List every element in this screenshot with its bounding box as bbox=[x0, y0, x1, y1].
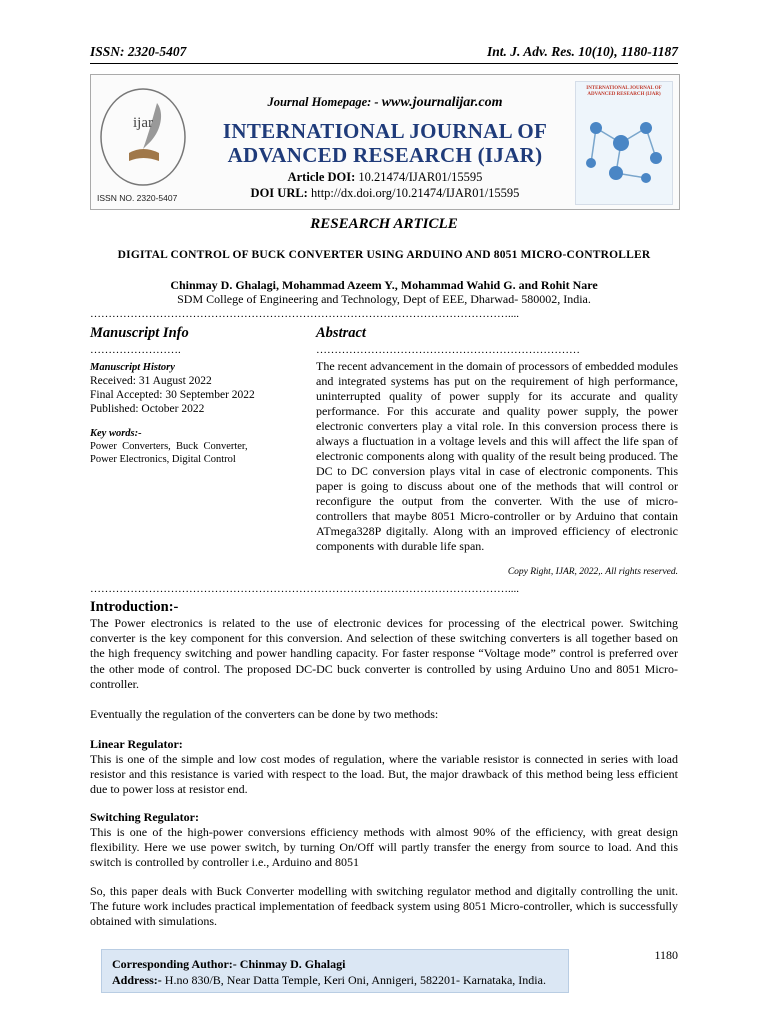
linear-regulator-text: This is one of the simple and low cost modes of regulation, where the variable resistor is connected in series with load resistor and this resistance is varied with respect to the load. But, the major drawback of this method being less efficient due to power loss at resistor end. bbox=[90, 752, 678, 797]
doi-value: 10.21474/IJAR01/15595 bbox=[358, 170, 483, 184]
header-rule bbox=[90, 63, 678, 64]
page-number: 1180 bbox=[654, 948, 678, 962]
accepted-date: Final Accepted: 30 September 2022 bbox=[90, 389, 255, 401]
homepage-label: Journal Homepage: - bbox=[267, 95, 379, 109]
article-affiliation: SDM College of Engineering and Technology, Dept of EEE, Dharwad- 580002, India. bbox=[177, 292, 591, 306]
intro-heading: Introduction:- bbox=[90, 599, 179, 615]
history-label: Manuscript History bbox=[90, 362, 175, 373]
copyright-note: Copy Right, IJAR, 2022,. All rights reserved. bbox=[507, 567, 678, 577]
doi-label: Article DOI: bbox=[287, 170, 356, 184]
citation-header: Int. J. Adv. Res. 10(10), 1180-1187 bbox=[486, 44, 678, 59]
abstract-heading: Abstract bbox=[316, 325, 366, 341]
doi-url-label: DOI URL: bbox=[250, 186, 308, 200]
article-authors: Chinmay D. Ghalagi, Mohammad Azeem Y., Mohammad Wahid G. and Rohit Nare bbox=[170, 278, 598, 292]
cover-title: INTERNATIONAL JOURNAL OF ADVANCED RESEARCH (IJAR) bbox=[586, 86, 662, 97]
separator-right: ……………………………………………………………… bbox=[316, 344, 580, 356]
intro-paragraph-1: The Power electronics is related to the use of electronic devices for processing of the electrical power. Switching converter is the key component for this conversion. And selection of these switching converters is all together based on the high frequency switching and power handling capacity. For faster response “Voltage mode” control is preferred over the other mode of control. The proposed DC-DC buck converter is controlled by using Arduino Uno and 8051 Micro-controller. bbox=[90, 616, 678, 691]
keywords-label: Key words:- bbox=[90, 428, 142, 439]
journal-cover-image bbox=[575, 81, 673, 205]
separator-top: …………………………………………………………………………………………………….... bbox=[90, 308, 519, 320]
logo-issn: ISSN NO. 2320-5407 bbox=[97, 193, 178, 203]
address-value: H.no 830/B, Near Datta Temple, Keri Oni, Annigeri, 582201- Karnataka, India. bbox=[164, 973, 546, 987]
doi-url-link[interactable]: http://dx.doi.org/10.21474/IJAR01/15595 bbox=[310, 186, 520, 200]
homepage-url[interactable]: www.journalijar.com bbox=[381, 95, 503, 110]
manuscript-info-heading: Manuscript Info bbox=[90, 325, 189, 341]
manuscript-history bbox=[90, 361, 270, 416]
switching-regulator-heading: Switching Regulator: bbox=[90, 810, 199, 824]
journal-title-line1: INTERNATIONAL JOURNAL OF bbox=[222, 119, 548, 143]
separator-bottom: …………………………………………………………………………………………………….... bbox=[90, 583, 519, 595]
logo-text: ijar bbox=[133, 115, 153, 131]
keywords bbox=[90, 427, 260, 466]
journal-banner bbox=[90, 74, 680, 210]
journal-title-line2: ADVANCED RESEARCH (IJAR) bbox=[227, 143, 543, 167]
issn-header: ISSN: 2320-5407 bbox=[90, 44, 187, 59]
address-label: Address:- bbox=[112, 973, 162, 987]
intro-paragraph-2: Eventually the regulation of the converters can be done by two methods: bbox=[90, 707, 439, 721]
keywords-line1: Power Converters, Buck Converter, bbox=[90, 441, 248, 452]
keywords-line2: Power Electronics, Digital Control bbox=[90, 454, 236, 465]
published-date: Published: October 2022 bbox=[90, 403, 205, 415]
article-title: DIGITAL CONTROL OF BUCK CONVERTER USING ARDUINO AND 8051 MICRO-CONTROLLER bbox=[117, 249, 651, 261]
article-type: RESEARCH ARTICLE bbox=[310, 216, 458, 232]
intro-paragraph-3: So, this paper deals with Buck Converter modelling with switching regulator method and digitally controlling the unit. The future work includes practical implementation of feedback system using 8051 Micro-controller, which is successfully obtained with simulations. bbox=[90, 884, 678, 929]
molecule-icon bbox=[576, 98, 672, 198]
corresponding-author: Corresponding Author:- Chinmay D. Ghalagi bbox=[112, 957, 346, 971]
abstract-text: The recent advancement in the domain of processors of embedded modules and integrated systems has put on the requirement of high performance, uninterrupted quality of power supply for its accurate and quality performance. For this accurate and quality power supply, the power electronic converters play a vital role. In this conversion process there is always a fluctuation in a voltage levels and this will affect the life span of electronic components along with quality of the result being produced. The DC to DC conversion plays vital in case of electronic components. This paper is going to discuss about one of the methods that will control or reconfigure the output from the converter. With the use of micro-controllers that maybe 8051 Micro-controller or by Arduino that contain ATmega328P digitally. Along with an improved efficiency of electronic components with durable life span. bbox=[316, 359, 678, 553]
corresponding-author-box bbox=[101, 949, 569, 993]
linear-regulator-heading: Linear Regulator: bbox=[90, 737, 183, 751]
separator-left: ……………………. bbox=[90, 344, 181, 356]
switching-regulator-text: This is one of the high-power conversions efficiency methods with almost 90% of the efficiency, with great design flexibility. Here we use power switch, by turning On/Off will partly transfer the energy from source to load. And this switch is controlled by controller i.e., Arduino and 8051 bbox=[90, 825, 678, 870]
received-date: Received: 31 August 2022 bbox=[90, 375, 212, 387]
